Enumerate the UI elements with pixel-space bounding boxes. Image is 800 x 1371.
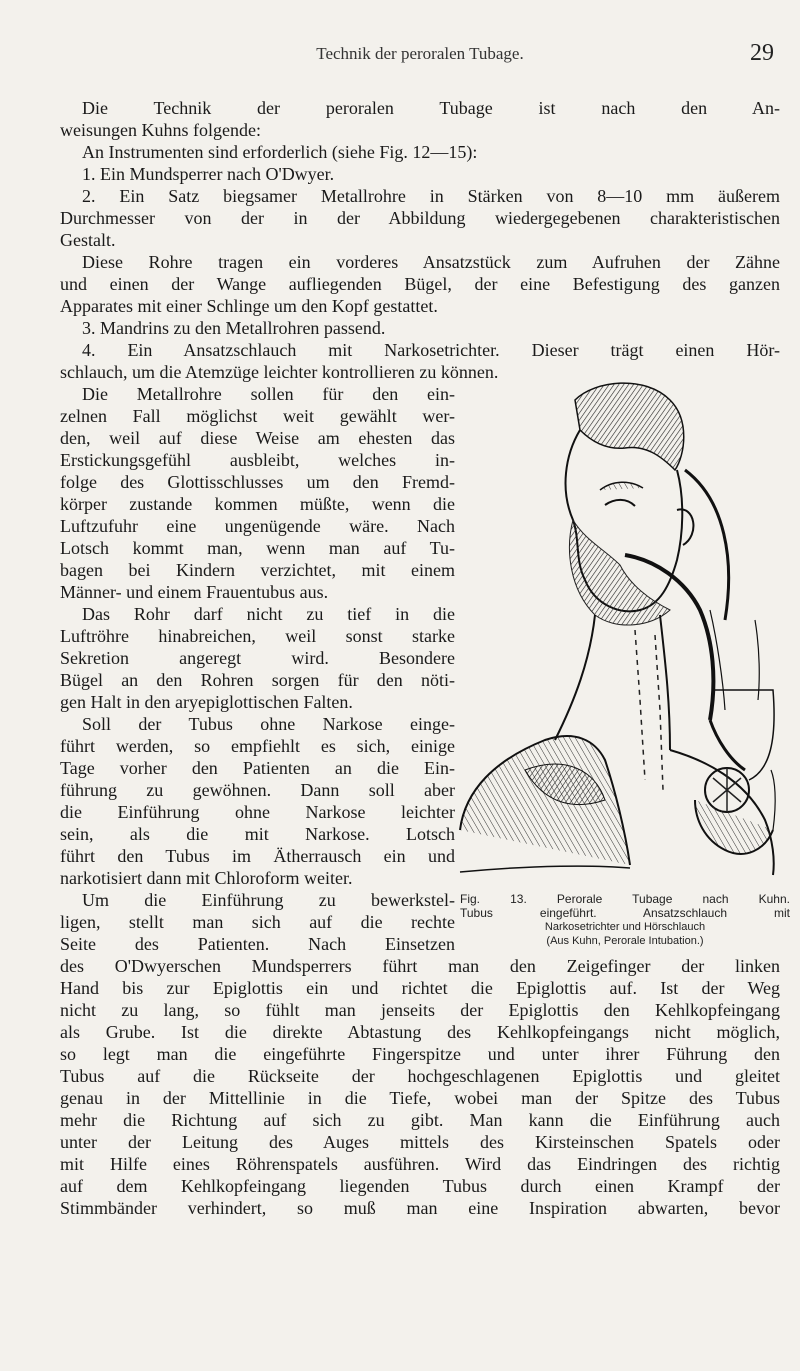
text-line: ligen, stellt man sich auf die rechte (60, 912, 455, 932)
text-line: 4. Ein Ansatzschlauch mit Narkosetrichter. Dieser trägt einen Hör- (82, 340, 780, 360)
text-line: mehr die Richtung auf sich zu gibt. Man kann die Einführung auch (60, 1110, 780, 1130)
caption-line: (Aus Kuhn, Perorale Intubation.) (546, 935, 704, 947)
text-line: Sekretion angeregt wird. Besondere (60, 648, 455, 668)
text-line: körper zustande kommen müßte, wenn die (60, 494, 455, 514)
text-line: Lotsch kommt man, wenn man auf Tu- (60, 538, 455, 558)
text-line: Tubus auf die Rückseite der hochgeschlagenen Epiglottis und gleitet (60, 1066, 780, 1086)
text-line: führung zu gewöhnen. Dann soll aber (60, 780, 455, 800)
text-line: Soll der Tubus ohne Narkose einge- (82, 714, 455, 734)
text-line: bagen bei Kindern verzichtet, mit einem (60, 560, 455, 580)
text-line: Durchmesser von der in der Abbildung wiedergegebenen charakteristischen (60, 208, 780, 228)
text-line: schlauch, um die Atemzüge leichter kontrollieren zu können. (60, 362, 499, 382)
caption-line: Narkosetrichter und Hörschlauch (544, 921, 706, 933)
text-line: nicht zu lang, so fühlt man jenseits der Epiglottis den Kehlkopfeingang (60, 1000, 780, 1020)
text-line: des O'Dwyerschen Mundsperrers führt man den Zeigefinger der linken (60, 956, 780, 976)
text-line: als Grube. Ist die direkte Abtastung des Kehlkopfeingangs nicht möglich, (60, 1022, 780, 1042)
text-line: führt werden, so empfiehlt es sich, einige (60, 736, 455, 756)
text-line: sein, als die mit Narkose. Lotsch (60, 824, 455, 844)
text-line: Bügel an den Rohren sorgen für den nöti- (60, 670, 455, 690)
text-line: führt den Tubus im Ätherrausch ein und (60, 846, 455, 866)
head-with-tube-engraving-icon (455, 360, 785, 880)
text-line: Das Rohr darf nicht zu tief in die (82, 604, 455, 624)
text-line: Die Technik der peroralen Tubage ist nach den An- (82, 98, 780, 118)
text-line: Seite des Patienten. Nach Einsetzen (60, 934, 455, 954)
text-line: Erstickungsgefühl ausbleibt, welches in- (60, 450, 455, 470)
caption-line: Fig. 13. Perorale Tubage nach Kuhn. (460, 892, 790, 906)
text-line: Hand bis zur Epiglottis ein und richtet die Epiglottis auf. Ist der Weg (60, 978, 780, 998)
text-line: Gestalt. (60, 230, 116, 250)
text-line: folge des Glottisschlusses um den Fremd- (60, 472, 455, 492)
text-line: Luftröhre hinabreichen, weil sonst starke (60, 626, 455, 646)
text-line: und einen der Wange aufliegenden Bügel, der eine Befestigung des ganzen (60, 274, 780, 294)
text-line: Tage vorher den Patienten an die Ein- (60, 758, 455, 778)
text-line: den, weil auf diese Weise am ehesten das (60, 428, 455, 448)
text-line: Männer- und einem Frauentubus aus. (60, 582, 329, 602)
text-line: Um die Einführung zu bewerkstel- (82, 890, 455, 910)
text-line: gen Halt in den aryepiglottischen Falten. (60, 692, 353, 712)
text-line: narkotisiert dann mit Chloroform weiter. (60, 868, 353, 888)
text-line: 2. Ein Satz biegsamer Metallrohre in Stärken von 8—10 mm äußerem (82, 186, 780, 206)
text-line: so legt man die eingeführte Fingerspitze und unter ihrer Führung den (60, 1044, 780, 1064)
text-line: 1. Ein Mundsperrer nach O'Dwyer. (82, 164, 335, 184)
figure-illustration (455, 360, 785, 880)
text-line: Apparates mit einer Schlinge um den Kopf gestattet. (60, 296, 438, 316)
text-line: weisungen Kuhns folgende: (60, 120, 261, 140)
caption-line: Tubus eingeführt. Ansatzschlauch mit (460, 906, 790, 920)
text-line: mit Hilfe eines Röhrenspatels ausführen. Wird das Eindringen des richtig (60, 1154, 780, 1174)
running-title: Technik der peroralen Tubage. (316, 44, 524, 63)
text-line: Die Metallrohre sollen für den ein- (82, 384, 455, 404)
text-line: zelnen Fall möglichst weit gewählt wer- (60, 406, 455, 426)
text-line: genau in der Mittellinie in die Tiefe, wobei man der Spitze des Tubus (60, 1088, 780, 1108)
text-line: 3. Mandrins zu den Metallrohren passend. (82, 318, 386, 338)
page-number: 29 (750, 40, 774, 66)
text-line: unter der Leitung des Auges mittels des Kirsteinschen Spatels oder (60, 1132, 780, 1152)
text-line: Diese Rohre tragen ein vorderes Ansatzstück zum Aufruhen der Zähne (82, 252, 780, 272)
text-line: die Einführung ohne Narkose leichter (60, 802, 455, 822)
text-line: Luftzufuhr eine ungenügende wäre. Nach (60, 516, 455, 536)
text-line: Stimmbänder verhindert, so muß man eine Inspiration abwarten, bevor (60, 1198, 780, 1218)
figure-caption (460, 892, 790, 948)
text-line: auf dem Kehlkopfeingang liegenden Tubus durch einen Krampf der (60, 1176, 780, 1196)
running-head (60, 40, 780, 74)
text-line: An Instrumenten sind erforderlich (siehe Fig. 12—15): (82, 142, 478, 162)
